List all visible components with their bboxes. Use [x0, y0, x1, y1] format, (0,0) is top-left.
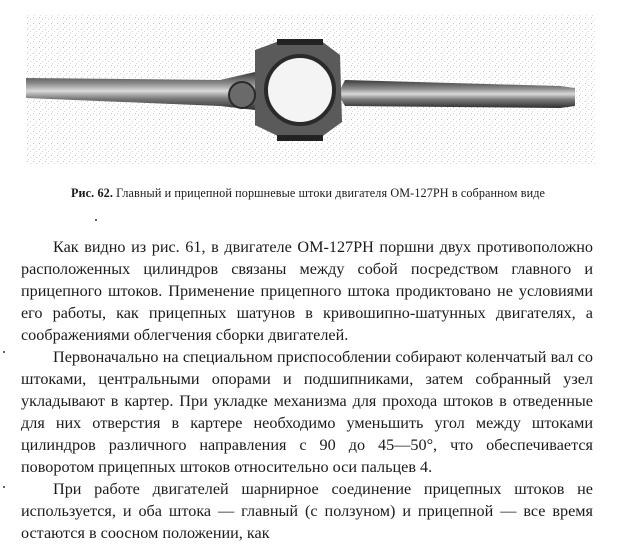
paragraph: Как видно из рис. 61, в двигателе ОМ-127РН поршни двух противоположно расположенных цилиндров связаны между собой посредством главного и прицепного штоков. Применение прицепного штока продиктовано не условиями его работы, как прицепных шатунов в кривошипно-шатунных двигателях, а соображениями облегчения сборки двигателей. — [21, 238, 593, 344]
speck-mark — [3, 486, 5, 488]
paragraph: При работе двигателей шарнирное соединение прицепных штоков не используется, и оба штока — главный (с ползуном) и прицепной — все время остаются в соосном положении, как — [21, 480, 593, 542]
figure-caption — [20, 185, 596, 201]
body-text — [21, 236, 593, 544]
speck-mark — [3, 351, 5, 353]
caption-label: Рис. 62. — [70, 186, 113, 200]
speck-mark — [95, 219, 97, 221]
figure-photo — [20, 10, 600, 170]
caption-text: Главный и прицепной поршневые штоки двигателя ОМ-127РН в собранном виде — [116, 186, 546, 200]
paragraph: Первоначально на специальном приспособлении собирают коленчатый вал со штоками, центральными опорами и подшипниками, затем собранный узел укладывают в картер. При укладке механизма для прохода штоков в отведенные для них отверстия в картере необходимо уменьшить угол между штоками цилиндров различного направления с 90 до 45—50°, что обеспечивается поворотом прицепных штоков относительно оси пальцев 4. — [21, 348, 593, 476]
connecting-rod-photo-icon — [20, 10, 600, 170]
